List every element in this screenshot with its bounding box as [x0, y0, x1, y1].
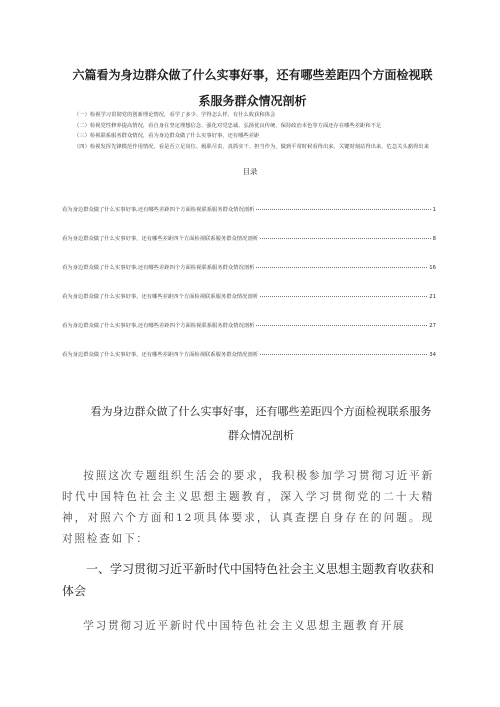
toc-entry-title: 看为身边群众做了什么实事好事，还有哪些差距四个方面检视联系服务群众情况剖析: [62, 352, 258, 358]
outline-list: [62, 110, 440, 152]
toc-page-number: 16: [429, 265, 436, 271]
toc-leader-dots: [256, 325, 427, 326]
toc-entry-title: 看为身边群众做了什么实事好事,还有哪些差距四个方面检视联系服务群众情况剖析: [62, 265, 255, 271]
intro-paragraph: 按照这次专题组织生活会的要求，我积极参加学习贯彻习近平新时代中国特色社会主义思想主题教育，深入学习贯彻党的二十大精神，对照六个方面和12项具体要求，认真查摆自身存在的问题。现对照检查如下：: [62, 469, 434, 546]
section-heading: 一、学习贯彻习近平新时代中国特色社会主义思想主题教育收获和体会: [62, 562, 435, 598]
outline-item: （三）检视联系服务群众情况，看为身边群众做了什么实事好事，还有哪些差距: [74, 133, 260, 139]
toc-entry[interactable]: [62, 205, 436, 234]
toc-title: 目录: [242, 167, 258, 176]
toc-entry-title: 看为身边群众做了什么实事好事,还有哪些差距四个方面检视联系服务群众情况剖析: [62, 207, 255, 213]
toc-page-number: 34: [429, 352, 436, 358]
article-title: 看为身边群众做了什么实事好事，还有哪些差距四个方面检视联系服务群众情况剖析: [90, 405, 432, 442]
toc-leader-dots: [260, 238, 431, 239]
toc-entry[interactable]: [62, 263, 436, 292]
toc-entry[interactable]: [62, 321, 436, 350]
document-title: 六篇看为身边群众做了什么实事好事，还有哪些差距四个方面检视联系服务群众情况剖析: [72, 68, 433, 108]
toc-page-number: 21: [429, 294, 436, 300]
toc-page-number: 8: [432, 236, 436, 242]
outline-item: （二）检视党性修养提高情况，看自身在坚定理想信念、强化对党忠诚、弘扬优良传统、保持政治本色等方面还存在哪些差距和不足: [74, 122, 382, 129]
toc-entry-title: 看为身边群众做了什么实事好事，还有哪些差距四个方面检视联系服务群众情况剖析: [62, 294, 258, 300]
outline-item: （一）检视学习贯彻党的创新理论情况，看学了多少、学得怎么样，有什么收获和体会: [74, 112, 276, 118]
toc-entry-title: 看为身边群众做了什么实事好事,还有哪些差距四个方面检视联系服务群众情况剖析: [62, 323, 255, 329]
toc-entry[interactable]: [62, 234, 436, 263]
toc-entry[interactable]: [62, 292, 436, 321]
outline-item: （四）检视发挥先锋模范作用情况，看是否立足岗位、履职尽责、真抓实干、担当作为，做到平常时候看得出来、关键时刻站得出来、危急关头豁得出来: [74, 143, 429, 150]
toc-page-number: 27: [429, 323, 436, 329]
toc-entry-title: 看为身边群众做了什么实事好事，还有哪些差距四个方面检视联系服务群众情况剖析: [62, 236, 258, 242]
table-of-contents: [62, 205, 436, 379]
toc-leader-dots: [256, 267, 427, 268]
toc-page-number: 1: [432, 207, 436, 213]
toc-entry[interactable]: [62, 350, 436, 379]
toc-leader-dots: [256, 209, 430, 210]
toc-leader-dots: [260, 296, 427, 297]
section-paragraph: 学习贯彻习近平新时代中国特色社会主义思想主题教育开展: [83, 619, 406, 632]
toc-leader-dots: [260, 354, 427, 355]
